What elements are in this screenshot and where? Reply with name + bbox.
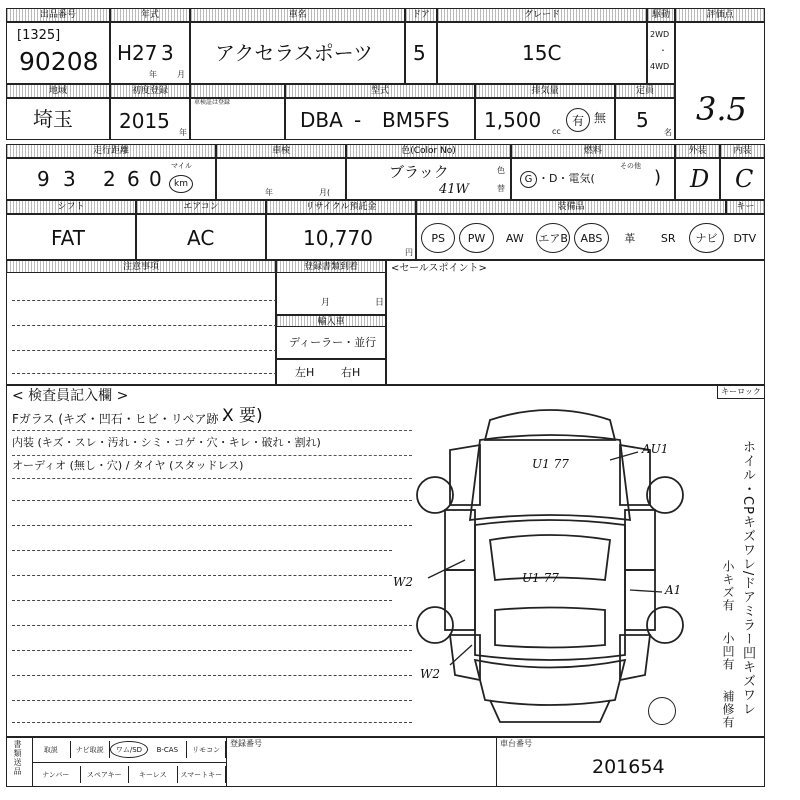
shaken-cell	[216, 158, 346, 200]
inspector-rule-11	[12, 675, 412, 676]
right-h: 右H	[341, 366, 361, 379]
header-first-reg-label: 初度登録	[110, 84, 190, 98]
year-era: H27	[117, 41, 158, 65]
wheel-right-front	[647, 477, 683, 513]
inspector-rule-10	[12, 650, 412, 651]
header-displacement-label: 排気量	[475, 84, 615, 98]
header-grade-label: グレード	[437, 8, 647, 22]
equipment-item-2: AW	[505, 231, 524, 245]
reg-docs-cell	[276, 273, 386, 315]
dealer-cell	[276, 327, 386, 359]
footer-item-0-4: リモコン	[187, 741, 226, 758]
inspector-line-3: オーディオ (無し・穴) / タイヤ (スタッドレス)	[12, 459, 244, 472]
header-mileage-label: 走行距離	[6, 144, 216, 158]
first-reg-year: 2015	[119, 109, 170, 133]
key-lock-label: キーロック	[717, 385, 765, 399]
footer-item-0-3: B-CAS	[148, 741, 187, 758]
header-exhibit-label: 出品番号	[6, 8, 110, 22]
score-handwritten: 3.5	[696, 90, 747, 128]
drive-dot: ・	[659, 46, 667, 55]
inspector-rule-4	[12, 500, 412, 501]
inspector-rule-12	[12, 700, 412, 701]
year-kanji: 年	[149, 70, 157, 79]
docs-vertical: 書類送品	[13, 740, 22, 776]
recycle-fee: 10,770	[303, 226, 373, 250]
model-code-cell	[285, 98, 475, 140]
equipment-item-4: ABS	[574, 223, 608, 253]
year-cell	[110, 22, 190, 84]
displacement-value: 1,500	[484, 108, 542, 132]
frame-number: 201654	[592, 756, 665, 778]
header-region-label: 地域	[6, 84, 110, 98]
notes-line-2	[12, 325, 277, 326]
aircon-value: AC	[187, 226, 215, 250]
year-month: 3	[161, 41, 174, 65]
capacity-value: 5	[636, 108, 649, 132]
footer-item-0-1: ナビ取説	[71, 741, 110, 758]
inspector-line-2: 内装 (キズ・スレ・汚れ・シミ・コゲ・穴・キレ・破れ・割れ)	[12, 436, 321, 449]
notes-line-1	[12, 300, 277, 301]
equipment-list	[419, 223, 764, 253]
color-code-handwritten: 41W	[439, 182, 469, 197]
capacity-cell	[615, 98, 675, 140]
header-aircon-label: エアコン	[136, 200, 266, 214]
label-u1-top: U1 77	[532, 457, 569, 471]
cabin-shape	[475, 520, 625, 660]
mileage-digit-3: 2	[103, 167, 116, 191]
a1-leader	[630, 590, 662, 592]
interior-cell	[720, 158, 765, 200]
model-prefix: DBA	[300, 108, 343, 132]
footer-item-1-3: スマートキー	[178, 766, 227, 783]
inspector-rule-13	[12, 722, 412, 723]
capacity-kanji: 名	[664, 128, 672, 137]
exhibit-number: 90208	[19, 47, 99, 76]
au1-leader	[610, 452, 638, 460]
footer-divider-2	[226, 737, 227, 787]
equipment-item-8: DTV	[733, 231, 757, 245]
notes-line-3	[12, 350, 277, 351]
exterior-cell	[675, 158, 720, 200]
header-exterior-label: 外装	[675, 144, 720, 158]
shaken-month: 月(	[319, 188, 331, 197]
label-w2-bottom: W2	[420, 667, 440, 681]
footer-item-1-1: スペアキー	[81, 766, 130, 783]
exterior-handwritten: D	[690, 165, 710, 193]
header-fuel-label: 燃料	[511, 144, 675, 158]
model-dash: -	[354, 108, 362, 132]
frame-label: 車台番号	[500, 739, 532, 748]
mile-label: マイル	[171, 162, 192, 170]
note-cell	[190, 98, 285, 140]
inspector-rule-6	[12, 550, 392, 551]
exhibit-code: [1325]	[17, 28, 61, 43]
steering-cell	[276, 359, 386, 385]
inspector-line-rule-1	[12, 430, 412, 431]
header-interior-label: 内装	[720, 144, 765, 158]
color-side-1: 色	[497, 166, 505, 175]
equipment-item-7: ナビ	[689, 223, 723, 253]
yes-circle: 有	[566, 108, 590, 132]
fuel-gas-circle: G	[520, 171, 537, 188]
fuel-cell	[511, 158, 675, 200]
km-circle: km	[169, 175, 193, 193]
drive-4wd: 4WD	[650, 62, 670, 71]
grade-value: 15C	[522, 41, 562, 65]
mileage-digit-5: 0	[149, 167, 162, 191]
side-text-dent: 小凹有	[721, 632, 735, 671]
header-model-code-label: 型式	[285, 84, 475, 98]
footer-items	[32, 737, 226, 787]
sales-point-area	[386, 260, 765, 385]
note-small: 車検証は登録	[194, 99, 231, 106]
inspector-title: < 検査員記入欄 >	[12, 388, 129, 404]
first-reg-kanji: 年	[179, 128, 187, 137]
mileage-digit-1: 9	[37, 167, 50, 191]
left-h: 左H	[295, 366, 315, 379]
equipment-cell	[416, 214, 765, 260]
color-cell	[346, 158, 511, 200]
header-year-label: 年式	[110, 8, 190, 22]
side-text-scratch: 小キズ有	[721, 560, 735, 612]
yen-label: 円	[405, 248, 413, 257]
car-name-cell	[190, 22, 405, 84]
wheels	[417, 477, 683, 643]
wheel-left-front	[417, 477, 453, 513]
footer-item-0-2: ワム/SD	[110, 741, 149, 758]
sales-point-label: <セールスポイント>	[391, 263, 487, 274]
exhibit-cell	[6, 22, 110, 84]
right-rear-door	[625, 570, 655, 630]
recycle-cell	[266, 214, 416, 260]
region-value: 埼玉	[33, 107, 73, 131]
wheel-right-rear	[647, 607, 683, 643]
inspector-line-rule-2	[12, 455, 412, 456]
label-a1: A1	[665, 583, 682, 597]
header-doors-label: ドア	[405, 8, 437, 22]
shift-value: FAT	[51, 226, 86, 250]
car-name: アクセラスポーツ	[215, 41, 373, 65]
notes-line-4	[12, 373, 277, 374]
shift-cell	[6, 214, 136, 260]
import-label: 輸入車	[276, 315, 386, 327]
mileage-digit-4: 6	[127, 167, 140, 191]
reg-number-label: 登録番号	[230, 739, 262, 748]
footer-item-0-0: 取説	[32, 741, 71, 758]
header-reg-docs-label: 登録書類到着	[276, 260, 386, 273]
model-code: BM5FS	[382, 108, 450, 132]
inspector-line-1: Fガラス (キズ・凹石・ヒビ・リペア跡・	[12, 412, 231, 426]
equipment-item-0: PS	[421, 223, 455, 253]
header-recycle-label: リサイクル預託金	[266, 200, 416, 214]
annotation-lines	[428, 452, 662, 665]
wheel-left-rear	[417, 607, 453, 643]
header-drive-label: 駆動	[647, 8, 675, 22]
header-equipment-label: 装備品	[416, 200, 726, 214]
fuel-options: ・D・電気(	[538, 172, 595, 185]
header-notes-label: 注意事項	[6, 260, 276, 273]
equipment-item-6: SR	[660, 231, 676, 245]
displacement-cell	[475, 98, 615, 140]
label-u1-mid: U1 77	[522, 571, 559, 585]
drive-2wd: 2WD	[650, 30, 670, 39]
drive-cell	[647, 22, 675, 84]
header-shaken-label: 車検	[216, 144, 346, 158]
score-cell	[675, 22, 765, 140]
mileage-digit-2: 3	[63, 167, 76, 191]
footer-item-1-2: キーレス	[129, 766, 178, 783]
shaken-year: 年	[265, 188, 273, 197]
first-reg-cell	[110, 98, 190, 140]
color-side-2: 替	[497, 184, 505, 193]
footer-divider-3	[496, 737, 497, 787]
reg-month: 月	[321, 298, 331, 308]
doors-value: 5	[413, 41, 426, 65]
inspector-line-1-handwritten: X 要)	[222, 406, 263, 426]
footer-item-1-0: ナンバー	[32, 766, 81, 783]
side-text-main: ホイル・CPキズワレ/ドアミラー凹キズワレ	[740, 440, 755, 717]
equipment-item-1: PW	[459, 223, 493, 253]
doors-cell	[405, 22, 437, 84]
notes-area	[6, 273, 276, 385]
inspector-rule-8	[12, 600, 392, 601]
label-au1: AU1	[642, 442, 669, 456]
left-rear-door	[445, 570, 475, 630]
header-shift-label: シフト	[6, 200, 136, 214]
header-model-label: 車名	[190, 8, 405, 22]
inspector-rule-7	[12, 575, 392, 576]
reg-day: 日	[375, 298, 385, 308]
equipment-item-3: エアB	[536, 223, 570, 253]
color-value: ブラック	[389, 163, 449, 181]
header-blank-label	[190, 84, 285, 98]
month-kanji: 月	[177, 70, 185, 79]
fuel-other-label: その他	[620, 162, 641, 170]
dealer-value: ディーラー・並行	[289, 336, 377, 349]
grade-cell	[437, 22, 647, 84]
side-text-repair: 補修有	[721, 690, 735, 729]
inspector-rule-9	[12, 625, 412, 626]
equipment-item-5: 革	[624, 232, 636, 245]
header-capacity-label: 定員	[615, 84, 675, 98]
inspector-line-rule-3	[12, 478, 412, 479]
label-w2-left: W2	[393, 575, 413, 589]
region-cell	[6, 98, 110, 140]
hood-shape	[470, 435, 630, 520]
header-score-label: 評価点	[675, 8, 765, 22]
header-color-label: 色(Color No)	[346, 144, 511, 158]
fuel-close: )	[654, 167, 662, 188]
cc-label: cc	[552, 127, 561, 136]
aircon-cell	[136, 214, 266, 260]
inspector-rule-5	[12, 525, 412, 526]
no-label: 無	[594, 111, 607, 125]
trunk-shape	[475, 660, 625, 705]
mileage-cell	[6, 158, 216, 200]
header-key-label: キー	[726, 200, 765, 214]
rear-window-shape	[495, 608, 605, 648]
w2-left-leader	[428, 560, 465, 578]
interior-handwritten: C	[735, 165, 754, 193]
